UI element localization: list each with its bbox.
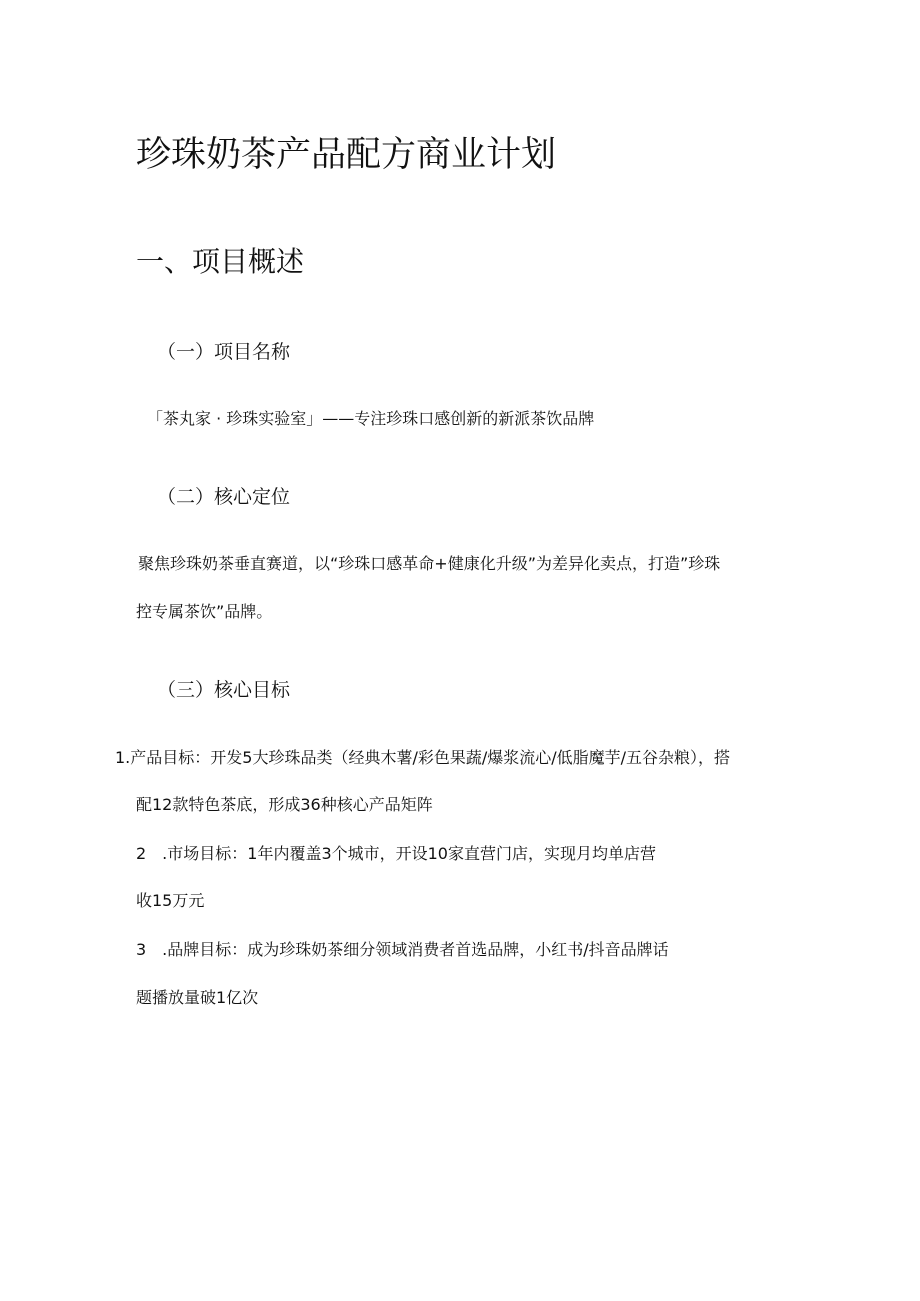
document-title: 珍珠奶茶产品配方商业计划 — [136, 135, 557, 175]
goal-market-line2: 收15万元 — [136, 891, 205, 910]
positioning-text-line2: 控专属茶饮”品牌。 — [136, 602, 273, 621]
subheading-project-name: （一）项目名称 — [157, 341, 291, 363]
goal-product-line1: 1.产品目标：开发5大珍珠品类（经典木薯/彩色果蔬/爆浆流心/低脂魔芋/五谷杂粮），搭 — [115, 748, 731, 767]
goal-brand-line1: 3 .品牌目标：成为珍珠奶茶细分领域消费者首选品牌，小红书/抖音品牌话 — [136, 940, 669, 959]
goal-product-line2: 配12款特色茶底，形成36种核心产品矩阵 — [136, 795, 433, 814]
positioning-text-line1: 聚焦珍珠奶茶垂直赛道，以“珍珠口感革命+健康化升级”为差异化卖点，打造”珍珠 — [138, 554, 721, 573]
project-name-text: 「茶丸家 · 珍珠实验室」——专注珍珠口感创新的新派茶饮品牌 — [147, 409, 595, 428]
subheading-core-positioning: （二）核心定位 — [157, 486, 291, 508]
goal-market-line1: 2 .市场目标：1年内覆盖3个城市，开设10家直营门店，实现月均单店营 — [136, 844, 656, 863]
goal-brand-line2: 题播放量破1亿次 — [136, 988, 259, 1007]
subheading-core-goals: （三）核心目标 — [157, 679, 291, 701]
section-heading-overview: 一、项目概述 — [136, 245, 305, 278]
